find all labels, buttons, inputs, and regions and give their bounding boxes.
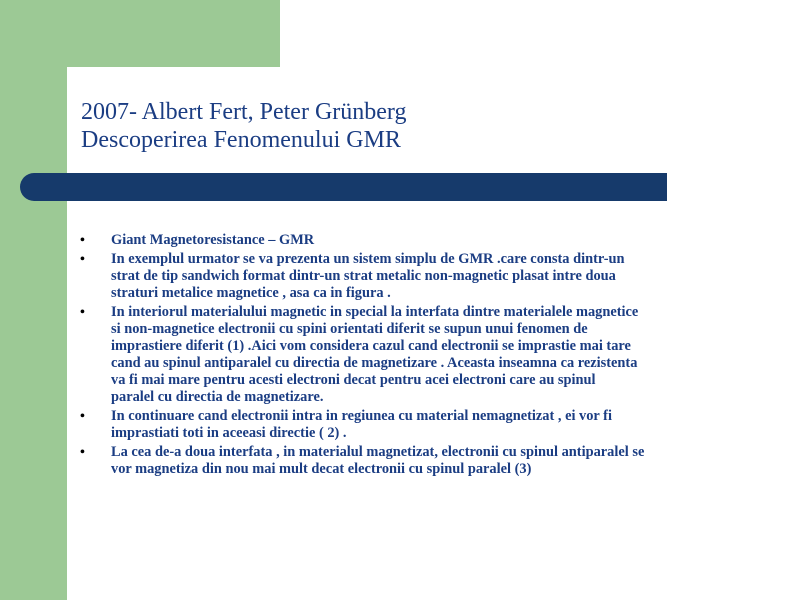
bullet-item <box>80 304 780 406</box>
bullet-text-line: In interiorul materialului magnetic in special la interfata dintre materialele magnetice <box>111 304 639 320</box>
bullet-text-line: straturi metalice magnetice , asa ca in figura . <box>111 285 391 301</box>
left-green-band <box>0 0 67 600</box>
bullet-text-line: strat de tip sandwich format dintr-un strat metalic non-magnetic plasat intre doua <box>111 268 616 284</box>
bullet-item <box>80 444 780 478</box>
bullet-dot-icon: • <box>80 305 85 320</box>
bullet-item <box>80 232 780 249</box>
bullet-dot-icon: • <box>80 409 85 424</box>
bullet-text-line: paralel cu directia de magnetizare. <box>111 389 324 405</box>
bullet-text-line: cand au spinul antiparalel cu directia de magnetizare . Aceasta inseamna ca rezistenta <box>111 355 638 371</box>
bullet-text-line: La cea de-a doua interfata , in materialul magnetizat, electronii cu spinul antiparalel se <box>111 444 645 460</box>
bullet-text-line: In exemplul urmator se va prezenta un sistem simplu de GMR .care consta dintr-un <box>111 251 625 267</box>
title-line-1: 2007- Albert Fert, Peter Grünberg <box>81 99 407 125</box>
bullet-text-line: In continuare cand electronii intra in regiunea cu material nemagnetizat , ei vor fi <box>111 408 612 424</box>
bullet-dot-icon: • <box>80 233 85 248</box>
bullet-list <box>80 232 780 480</box>
bullet-text-line: imprastiati toti in aceeasi directie ( 2) . <box>111 425 347 441</box>
bullet-dot-icon: • <box>80 252 85 267</box>
bullet-text-line: Giant Magnetoresistance – GMR <box>111 232 315 248</box>
bullet-text-line: vor magnetiza din nou mai mult decat electronii cu spinul paralel (3) <box>111 461 532 477</box>
bullet-text-line: si non-magnetice electronii cu spini orientati diferit se supun unui fenomen de <box>111 321 588 337</box>
bullet-text-line: imprastiere diferit (1) .Aici vom considera cazul cand electronii se imprastie mai tare <box>111 338 631 354</box>
title-divider-bar <box>20 173 667 201</box>
top-green-tab <box>67 0 280 67</box>
bullet-item <box>80 251 780 302</box>
bullet-dot-icon: • <box>80 445 85 460</box>
slide-title <box>81 98 731 154</box>
bullet-item <box>80 408 780 442</box>
bullet-text-line: va fi mai mare pentru acesti electroni decat pentru acei electroni care au spinul <box>111 372 596 388</box>
title-line-2: Descoperirea Fenomenului GMR <box>81 127 401 153</box>
